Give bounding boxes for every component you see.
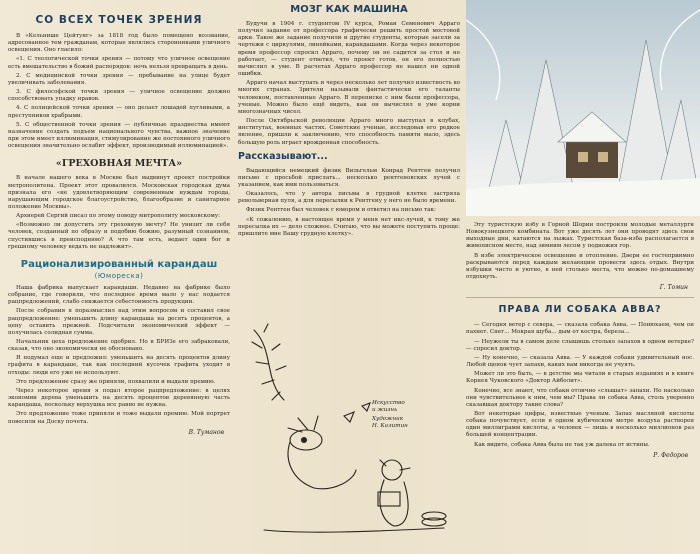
column-right (466, 222, 694, 552)
caption-line: Художник (372, 416, 404, 422)
paragraph: Арраго начал выступать и через несколько лет получил известность во многих странах. Зрители называли фантастически его таланты человеком, поставленные Арраго. В переписке с ним были профессора, ученые. Можно было ещё видеть, как он вычислял в уме корни многозначных чисел. (238, 80, 460, 115)
paragraph: В избе электрическое освещение и отопление. Двери ее гостеприимно раскрываются перед каждым желающим провести здесь отдых. Внутри избушки чисто и уютно, в ней столько места, что можно по-домашнему отдохнуть. (466, 252, 694, 281)
article-body-sinful-dream (8, 175, 230, 251)
winter-cabin-photo (466, 0, 700, 216)
paragraph: — Сегодня ветер с севера, — сказала собака Авва. — Понюхаем, чем он пахнет. Снег... Мокрая шуба... дым от костра, береза... (466, 322, 694, 336)
caption-line: и жизнь (372, 407, 398, 413)
paragraph: Может ли это быть, — в детстве мы читали в старых изданиях и в книге Корнея Чуковского «Доктор Айболит». (466, 371, 694, 385)
column-middle (238, 0, 460, 320)
photo-cabin-drawing (466, 0, 700, 216)
paragraph: Архиерей Сергий писал по этому поводу митрополиту московскому: (16, 213, 221, 220)
article-title-they-say: Рассказывают... (238, 150, 328, 162)
article-body-cabin (466, 222, 694, 281)
paragraph: «1. С теологической точки зрения — потому что уличное освещение есть вмешательство в божий распорядок: ночь нельзя превращать в день. (8, 56, 230, 70)
paragraph: 2. С медицинской точки зрения — пребывание на улице будет увеличивать заболевания. (8, 72, 230, 86)
paragraph: Это предложение тоже приняли и тоже выдали премию. Мой портрет повесили на Доску почета. (8, 411, 230, 425)
paragraph: Конечно, все знают, что собаки отлично «слышат» запахи. Но насколько они чувствительнее к ним, чем мы? Права ли собака Авва, столь уверенно сказавшая доктору такие слова? (466, 387, 694, 408)
paragraph: Наша фабрика выпускает карандаши. Недавно на фабрике было собрание, где говорили, что последнее время мало у нас подается рацпредложений, слабо снижается себестоимость продукции. (8, 284, 230, 306)
article-title-sinful-dream: «ГРЕХОВНАЯ МЕЧТА» (55, 158, 183, 170)
column-left (8, 0, 230, 554)
paragraph: Я подумал еще и предложил: уменьшить на десять процентов длину графита в карандаше, так как последний кусочек графита уходит в отходы: люди его уже не используют. (8, 355, 230, 376)
article-body-brain-machine (238, 21, 460, 147)
paragraph: Как видите, собака Авва была не так уж далека от истины. (474, 441, 650, 448)
paragraph: «К сожалению, в настоящее время у меня нет икс-лучей, к тому же пересылка их — дело сложное. Считаю, что вы можете поступить проще: пришлите мне Вашу грудную клетку». (238, 216, 460, 237)
paragraph: Оказалось, что у автора письма в грудной клетке застряла револьверная пуля, а для пересылки к Рентгену у него не было времени. (238, 191, 460, 205)
author-signature: Г. Томин (659, 284, 688, 292)
paragraph: После Октябрьской революции Арраго много выступал в клубах, институтах, военных частях. Советские ученые, исследовав его редкое явление, пришли к заключению, что способность памяти мало, здесь большую роль играет врожденная способность. (238, 118, 460, 146)
illustration-caption (372, 400, 408, 430)
article-title-brain-machine: МОЗГ КАК МАШИНА (290, 4, 408, 15)
paragraph: Начальник цеха предложение одобрил. Но в БРИЗе его забраковали, сказав, что оно экономически не обосновано. (8, 339, 230, 353)
paragraph: — Ну конечно, — сказала Авва. — У каждой собаки удивительный нос. Любой щенок чует запахи, каких вам никогда не учуять. (466, 354, 694, 369)
author-signature: В. Туманов (188, 428, 224, 436)
author-signature: Р. Федоров (653, 451, 688, 459)
paragraph: Будучи в 1904 г. студентом IV курса, Роман Семенович Арраго получил задание от профессора графически решить простой мостовой арки. Такое же задание получили и другие студенты, которые засели за чертежи с циркулями, линейками, карандашами. Когда через некоторое время профессор спросил Арраго, почему он не садится за стол и не работает, — студент ответил, что проект готов, он его полностью вычислил в уме. В расчетах Арраго профессор не нашел ни одной ошибки. (238, 21, 460, 78)
paragraph: Физик Рентген был человек с юмором и ответил на письмо так: (246, 207, 436, 214)
divider (466, 297, 694, 298)
caption-line: Н. Калитин (372, 423, 408, 429)
paragraph: 4. С полицейской точки зрения — оно делает лошадей пугливыми, а преступников храбрыми. (8, 105, 230, 119)
article-body-dog-avva (466, 322, 694, 449)
paragraph: Вот некоторые цифры, известные ученым. Запах масляной кислоты собака почувствует, если в одном кубическом метре воздуха растворен один миллиграмм кислоты, а человек — лишь в несколько миллионов раз большей концентрации. (466, 410, 694, 439)
paragraph: Через некоторое время я подал второе рацпредложение: в целях экономии дерева уменьшить на десять процентов деревянную часть карандаша, поскольку верхушка все равно не нужна. (8, 387, 230, 409)
article-body-viewpoints (8, 33, 230, 150)
article-title-pencil: Рационализированный карандаш (20, 258, 218, 270)
caption-line: Искусство (372, 400, 405, 406)
paragraph: В «Кельнише Цейтунг» за 1818 год было помещено воззвание, адресованное тем гражданам, которые являлись сторонниками уличного освещения. Оно гласило: (8, 33, 230, 54)
article-subtitle-humoresque: (Юмореска) (94, 271, 144, 280)
paragraph: Это предложение сразу же приняли, похвалили и выдали премию. (16, 378, 216, 385)
paragraph: 3. С философской точки зрения — уличное освещение должно способствовать упадку нравов. (8, 89, 230, 103)
article-body-pencil (8, 285, 230, 426)
paragraph: 5. С общественной точки зрения — публичные празднества имеют назначение создать подъем национального чувства, важное значение при этом имеет иллюминация, стимулирование же постоянного уличного освещения значительно ослабит эффект, производимый иллюминацией». (8, 121, 230, 150)
paragraph: Эту туристскую избу в Горной Шории построили молодые металлурги Новокузнецкого комбината. Вот уже десять лет они проводят здесь свои выходные дни, катаются на лыжах. Туристская база-изба располагается в живописном месте, над зимним лесом у подножия гор. (466, 222, 694, 250)
paragraph: «Возможно ли допустить эту греховную мечту? Не унизит ли себя человек, созданный по образу и подобию божию, разумный сознанием, спустившись в преисподнюю? А что там есть, ведает один бог и грешному человеку ведать не надлежит». (8, 222, 230, 250)
cartoon-illustration (244, 320, 458, 552)
paragraph: После собрания я поразмыслил над этим вопросом и составил свое рацпредложение: уменьшить длину карандаша на десять процентов, а цену оставить прежней. Подсчитали экономический эффект — получилась солидная сумма. (8, 308, 230, 336)
article-title-viewpoints: СО ВСЕХ ТОЧЕК ЗРЕНИЯ (35, 14, 203, 26)
article-title-dog-avva: ПРАВА ЛИ СОБАКА АВВА? (498, 304, 662, 316)
article-body-they-say (238, 168, 460, 238)
paragraph: — Неужели ты в самом деле слышишь столько запахов в одном ветерке? — спросил доктор. (466, 338, 694, 352)
paragraph: Выдающийся немецкий физик Вильгельм Конрад Рентген получил письмо с просьбой прислать... несколько рентгеновских лучей с указанием, как ими пользоваться. (238, 167, 460, 188)
paragraph: В начале нашего века в Москве был выдвинут проект постройки метрополитена. Проект этот провалился. Московская городская дума признала его «не удовлетворяющим современным нуждам города, нарушающим городское благоустройство, благообразие и санитарное положение Москвы». (8, 175, 230, 210)
